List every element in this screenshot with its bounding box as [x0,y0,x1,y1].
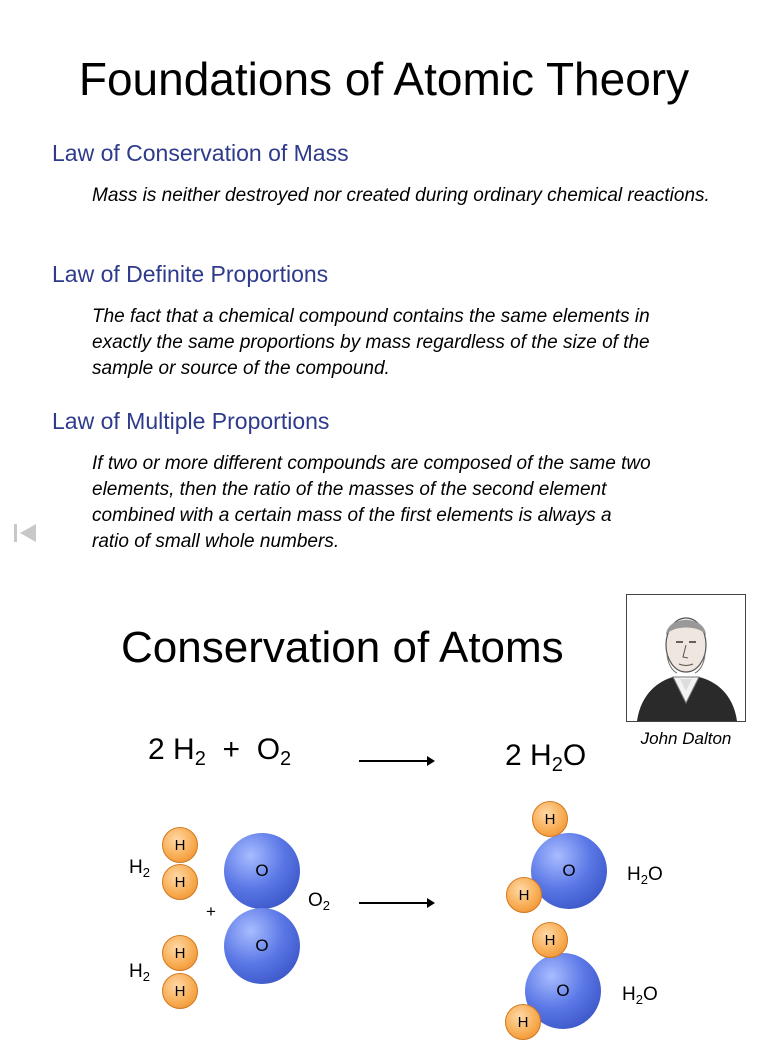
john-dalton-portrait [626,594,746,722]
plus-sign: + [222,733,241,766]
h2-label: $H_2$ [129,961,150,984]
hydrogen-atom: H [162,935,198,971]
h2o-label: $H_2O$ [622,984,658,1007]
oxygen-atom: O [525,953,601,1029]
hydrogen-atom: H [506,877,542,913]
first-slide-icon[interactable] [12,522,38,549]
equation-reactants [148,733,291,771]
hydrogen-atom: H [162,973,198,1009]
portrait-caption: John Dalton [640,729,732,748]
h2o-h-symbol: H [530,739,552,772]
oxygen-atom: O [531,833,607,909]
h2-label: $H_2$ [129,857,150,880]
hydrogen-atom: H [532,922,568,958]
equation-products [505,739,586,777]
h2o-o-symbol: O [562,739,587,772]
h2-symbol: H [173,733,195,766]
law-text-conservation: Mass is neither destroyed nor created during ordinary chemical reactions. [92,185,710,206]
hydrogen-atom: H [162,827,198,863]
h2o-label: $H_2O$ [627,864,663,887]
law-heading-multiple: Law of Multiple Proportions [52,408,330,434]
law-text-multiple: If two or more different compounds are composed of the same two elements, then the ratio of the masses of the second element combined with a certain mass of the first elements is always a ratio of small whole numbers. [92,453,651,552]
slide-title-atoms: Conservation of Atoms [121,623,564,672]
reaction-arrow [359,760,433,762]
law-heading-definite: Law of Definite Proportions [52,261,329,287]
slide-title: Foundations of Atomic Theory [78,53,690,105]
oxygen-atom: O [224,833,300,909]
hydrogen-atom: H [162,864,198,900]
law-text-definite: The fact that a chemical compound contains the same elements in exactly the same proportions by mass regardless of the size of the sample or source of the compound. [92,306,650,379]
oxygen-atom: O [224,908,300,984]
hydrogen-atom: H [532,801,568,837]
coefficient-h2: 2 [148,733,165,766]
reaction-arrow-molecules [359,902,433,904]
plus-sign-molecules: + [206,902,216,921]
o2-subscript: 2 [280,748,292,770]
hydrogen-atom: H [505,1004,541,1040]
o2-label: $O_2$ [308,890,331,913]
o2-symbol: O [256,733,281,766]
law-heading-conservation: Law of Conservation of Mass [52,140,349,166]
h2-subscript: 2 [194,748,206,770]
h2o-subscript: 2 [551,754,563,776]
coefficient-h2o: 2 [505,739,522,772]
